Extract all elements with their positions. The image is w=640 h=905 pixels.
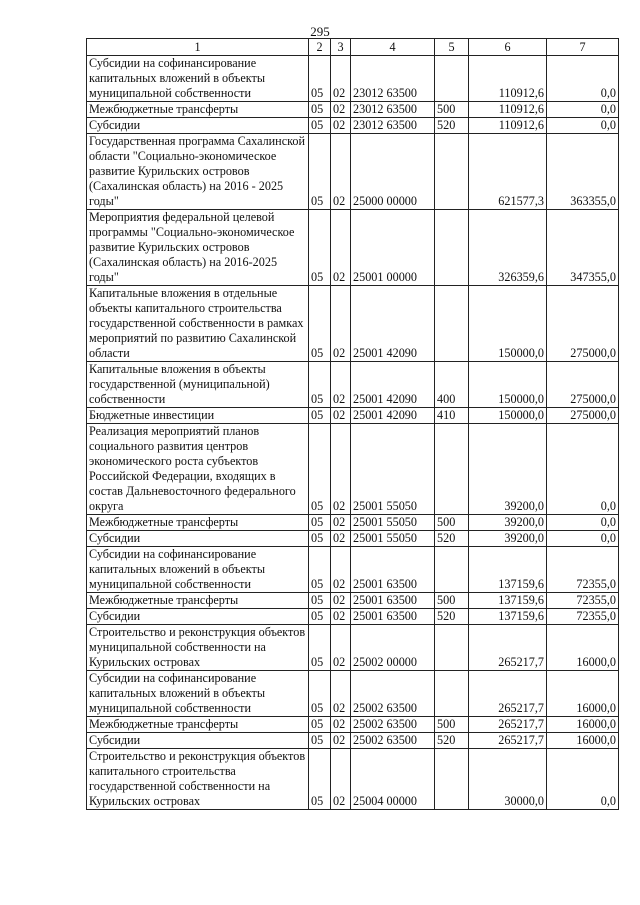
- amount-year1-cell: 265217,7: [469, 733, 547, 749]
- subsection-code-cell: 02: [331, 102, 351, 118]
- subsection-code-cell: 02: [331, 671, 351, 717]
- expense-type-cell: 520: [435, 118, 469, 134]
- target-article-cell: 25002 00000: [351, 625, 435, 671]
- section-code-cell: 05: [309, 609, 331, 625]
- subsection-code-cell: 02: [331, 593, 351, 609]
- expense-type-cell: 520: [435, 609, 469, 625]
- table-row: [87, 118, 619, 134]
- expense-type-cell: [435, 671, 469, 717]
- table-row: [87, 625, 619, 671]
- section-code-cell: 05: [309, 102, 331, 118]
- target-article-cell: 25001 42090: [351, 408, 435, 424]
- row-name-cell: Межбюджетные трансферты: [87, 102, 309, 118]
- section-code-cell: 05: [309, 515, 331, 531]
- table-row: [87, 609, 619, 625]
- section-code-cell: 05: [309, 210, 331, 286]
- section-code-cell: 05: [309, 408, 331, 424]
- subsection-code-cell: 02: [331, 625, 351, 671]
- expense-type-cell: [435, 134, 469, 210]
- target-article-cell: 25001 63500: [351, 609, 435, 625]
- column-header: 2: [309, 39, 331, 56]
- row-name-cell: Капитальные вложения в объекты государственной (муниципальной) собственности: [87, 362, 309, 408]
- amount-year1-cell: 39200,0: [469, 515, 547, 531]
- row-name-cell: Субсидии: [87, 531, 309, 547]
- amount-year1-cell: 137159,6: [469, 609, 547, 625]
- subsection-code-cell: 02: [331, 56, 351, 102]
- row-name-cell: Субсидии на софинансирование капитальных вложений в объекты муниципальной собственности: [87, 547, 309, 593]
- subsection-code-cell: 02: [331, 515, 351, 531]
- section-code-cell: 05: [309, 118, 331, 134]
- amount-year1-cell: 30000,0: [469, 749, 547, 810]
- amount-year2-cell: 16000,0: [547, 671, 619, 717]
- expense-type-cell: 520: [435, 531, 469, 547]
- row-name-cell: Межбюджетные трансферты: [87, 717, 309, 733]
- expense-type-cell: [435, 210, 469, 286]
- table-header-row: [87, 39, 619, 56]
- row-name-cell: Реализация мероприятий планов социального развития центров экономического роста субъектов Российской Федерации, входящих в состав Дальневосточного федерального округа: [87, 424, 309, 515]
- table-row: [87, 102, 619, 118]
- table-row: [87, 671, 619, 717]
- target-article-cell: 23012 63500: [351, 56, 435, 102]
- section-code-cell: 05: [309, 671, 331, 717]
- section-code-cell: 05: [309, 362, 331, 408]
- section-code-cell: 05: [309, 547, 331, 593]
- table-row: [87, 717, 619, 733]
- section-code-cell: 05: [309, 749, 331, 810]
- table-row: [87, 547, 619, 593]
- subsection-code-cell: 02: [331, 286, 351, 362]
- section-code-cell: 05: [309, 733, 331, 749]
- table-body: [87, 56, 619, 810]
- row-name-cell: Строительство и реконструкция объектов капитального строительства государственной собственности на Курильских островах: [87, 749, 309, 810]
- subsection-code-cell: 02: [331, 362, 351, 408]
- target-article-cell: 23012 63500: [351, 118, 435, 134]
- row-name-cell: Мероприятия федеральной целевой программы "Социально-экономическое развитие Курильских островов (Сахалинская область) на 2016-2025 годы": [87, 210, 309, 286]
- amount-year2-cell: 0,0: [547, 531, 619, 547]
- budget-table: [86, 38, 619, 810]
- expense-type-cell: [435, 424, 469, 515]
- row-name-cell: Субсидии: [87, 609, 309, 625]
- table-row: [87, 424, 619, 515]
- column-header: 1: [87, 39, 309, 56]
- table-row: [87, 749, 619, 810]
- amount-year2-cell: 0,0: [547, 515, 619, 531]
- amount-year1-cell: 39200,0: [469, 531, 547, 547]
- row-name-cell: Строительство и реконструкция объектов муниципальной собственности на Курильских островах: [87, 625, 309, 671]
- expense-type-cell: 500: [435, 102, 469, 118]
- expense-type-cell: [435, 286, 469, 362]
- expense-type-cell: [435, 56, 469, 102]
- target-article-cell: 25002 63500: [351, 671, 435, 717]
- table-row: [87, 593, 619, 609]
- target-article-cell: 25001 42090: [351, 362, 435, 408]
- subsection-code-cell: 02: [331, 531, 351, 547]
- row-name-cell: Субсидии: [87, 733, 309, 749]
- amount-year2-cell: 0,0: [547, 749, 619, 810]
- amount-year1-cell: 621577,3: [469, 134, 547, 210]
- amount-year2-cell: 16000,0: [547, 733, 619, 749]
- column-header: 3: [331, 39, 351, 56]
- target-article-cell: 25001 63500: [351, 593, 435, 609]
- target-article-cell: 25002 63500: [351, 717, 435, 733]
- amount-year1-cell: 326359,6: [469, 210, 547, 286]
- row-name-cell: Субсидии: [87, 118, 309, 134]
- section-code-cell: 05: [309, 593, 331, 609]
- amount-year1-cell: 150000,0: [469, 362, 547, 408]
- table-row: [87, 408, 619, 424]
- amount-year2-cell: 347355,0: [547, 210, 619, 286]
- expense-type-cell: 500: [435, 717, 469, 733]
- row-name-cell: Субсидии на софинансирование капитальных вложений в объекты муниципальной собственности: [87, 671, 309, 717]
- table-row: [87, 362, 619, 408]
- amount-year1-cell: 110912,6: [469, 102, 547, 118]
- row-name-cell: Бюджетные инвестиции: [87, 408, 309, 424]
- target-article-cell: 23012 63500: [351, 102, 435, 118]
- amount-year2-cell: 16000,0: [547, 625, 619, 671]
- subsection-code-cell: 02: [331, 210, 351, 286]
- amount-year2-cell: 363355,0: [547, 134, 619, 210]
- subsection-code-cell: 02: [331, 547, 351, 593]
- section-code-cell: 05: [309, 424, 331, 515]
- row-name-cell: Межбюджетные трансферты: [87, 515, 309, 531]
- table-row: [87, 286, 619, 362]
- expense-type-cell: 410: [435, 408, 469, 424]
- section-code-cell: 05: [309, 625, 331, 671]
- subsection-code-cell: 02: [331, 408, 351, 424]
- expense-type-cell: 500: [435, 593, 469, 609]
- target-article-cell: 25001 42090: [351, 286, 435, 362]
- amount-year2-cell: 0,0: [547, 102, 619, 118]
- amount-year1-cell: 150000,0: [469, 408, 547, 424]
- row-name-cell: Межбюджетные трансферты: [87, 593, 309, 609]
- amount-year1-cell: 110912,6: [469, 56, 547, 102]
- amount-year2-cell: 0,0: [547, 118, 619, 134]
- section-code-cell: 05: [309, 717, 331, 733]
- subsection-code-cell: 02: [331, 424, 351, 515]
- amount-year1-cell: 265217,7: [469, 717, 547, 733]
- target-article-cell: 25001 55050: [351, 515, 435, 531]
- table-row: [87, 210, 619, 286]
- amount-year2-cell: 72355,0: [547, 609, 619, 625]
- expense-type-cell: [435, 625, 469, 671]
- target-article-cell: 25001 55050: [351, 531, 435, 547]
- table-row: [87, 733, 619, 749]
- amount-year2-cell: 0,0: [547, 56, 619, 102]
- amount-year2-cell: 275000,0: [547, 286, 619, 362]
- target-article-cell: 25001 55050: [351, 424, 435, 515]
- amount-year1-cell: 137159,6: [469, 547, 547, 593]
- expense-type-cell: 500: [435, 515, 469, 531]
- column-header: 7: [547, 39, 619, 56]
- amount-year2-cell: 275000,0: [547, 408, 619, 424]
- amount-year2-cell: 275000,0: [547, 362, 619, 408]
- section-code-cell: 05: [309, 134, 331, 210]
- expense-type-cell: 400: [435, 362, 469, 408]
- page-number: 295: [310, 24, 330, 39]
- amount-year2-cell: 16000,0: [547, 717, 619, 733]
- target-article-cell: 25004 00000: [351, 749, 435, 810]
- column-header: 4: [351, 39, 435, 56]
- row-name-cell: Капитальные вложения в отдельные объекты капитального строительства государственной собственности в рамках мероприятий по развитию Сахалинской области: [87, 286, 309, 362]
- amount-year1-cell: 137159,6: [469, 593, 547, 609]
- amount-year1-cell: 265217,7: [469, 671, 547, 717]
- section-code-cell: 05: [309, 531, 331, 547]
- subsection-code-cell: 02: [331, 609, 351, 625]
- expense-type-cell: [435, 749, 469, 810]
- target-article-cell: 25001 63500: [351, 547, 435, 593]
- section-code-cell: 05: [309, 56, 331, 102]
- table-row: [87, 56, 619, 102]
- table-row: [87, 134, 619, 210]
- table-row: [87, 531, 619, 547]
- subsection-code-cell: 02: [331, 717, 351, 733]
- expense-type-cell: 520: [435, 733, 469, 749]
- subsection-code-cell: 02: [331, 118, 351, 134]
- column-header: 5: [435, 39, 469, 56]
- amount-year2-cell: 72355,0: [547, 593, 619, 609]
- section-code-cell: 05: [309, 286, 331, 362]
- row-name-cell: Государственная программа Сахалинской области "Социально-экономическое развитие Курильских островов (Сахалинская область) на 2016 - 2025 годы": [87, 134, 309, 210]
- subsection-code-cell: 02: [331, 749, 351, 810]
- amount-year2-cell: 0,0: [547, 424, 619, 515]
- column-header: 6: [469, 39, 547, 56]
- row-name-cell: Субсидии на софинансирование капитальных вложений в объекты муниципальной собственности: [87, 56, 309, 102]
- amount-year1-cell: 265217,7: [469, 625, 547, 671]
- target-article-cell: 25002 63500: [351, 733, 435, 749]
- target-article-cell: 25000 00000: [351, 134, 435, 210]
- expense-type-cell: [435, 547, 469, 593]
- amount-year1-cell: 150000,0: [469, 286, 547, 362]
- target-article-cell: 25001 00000: [351, 210, 435, 286]
- amount-year1-cell: 39200,0: [469, 424, 547, 515]
- amount-year2-cell: 72355,0: [547, 547, 619, 593]
- amount-year1-cell: 110912,6: [469, 118, 547, 134]
- subsection-code-cell: 02: [331, 733, 351, 749]
- subsection-code-cell: 02: [331, 134, 351, 210]
- table-row: [87, 515, 619, 531]
